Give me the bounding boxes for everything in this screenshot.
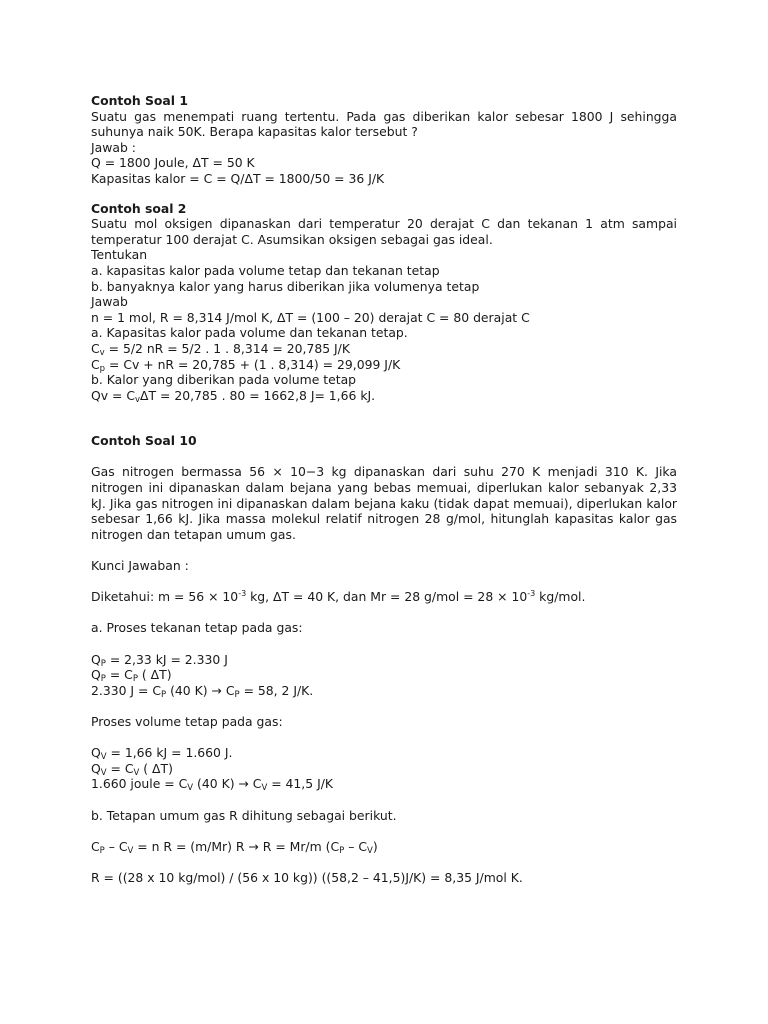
example-1-line-2: Kapasitas kalor = C = Q/ΔT = 1800/50 = 36 J/K xyxy=(91,170,385,186)
example-10-answer-key: Kunci Jawaban : xyxy=(91,558,189,574)
example-1-answer-label: Jawab : xyxy=(91,139,136,155)
example-10-qv-line-1: $Q_V = 1,66$ kJ = 1.660 J. xyxy=(91,745,233,763)
example-10-given: Diketahui: $m = 56 \times 10^{-3}$ kg, ΔT = 40 K, dan Mr = 28 $g/mol = 28 \times 10^{-3}$ kg/mol. xyxy=(91,589,586,605)
example-2-given: n = 1 mol, R = 8,314 J/mol K, ΔT = (100 – 20) derajat C = 80 derajat C xyxy=(91,309,530,325)
example-2-title: Contoh soal 2 xyxy=(91,200,187,216)
example-2-cv-equation: $C_v = 5/2$ nR = 5/2 . 1 . 8,314 = 20,785 J/K xyxy=(91,340,350,358)
example-10-qv-line-3: 1.660 joule = $C_V$ (40 $K) \to C_V = 41,5$ J/K xyxy=(91,776,334,794)
example-2-qv-equation: $Qv = C_v\Delta T = 20,785$ . 80 = 1662,8 J= 1,66 kJ. xyxy=(91,387,376,405)
example-10-qp-line-2: $Q_P = C_P$ ( ΔT) xyxy=(91,667,172,685)
example-10-relation: $C_P - C_V = n$ R = (m/Mr) R → R = Mr/m $(C_P - C_V)$ xyxy=(91,838,378,856)
example-2-question-a: a. kapasitas kalor pada volume tetap dan tekanan tetap xyxy=(91,262,440,278)
example-10-b-label: b. Tetapan umum gas R dihitung sebagai berikut. xyxy=(91,807,397,823)
example-2-b-label: b. Kalor yang diberikan pada volume tetap xyxy=(91,372,357,388)
example-10-title: Contoh Soal 10 xyxy=(91,433,197,449)
example-2-tentukan: Tentukan xyxy=(91,247,148,263)
document-page xyxy=(91,93,677,886)
example-10-qv-line-2: $Q_V = C_V$ ( ΔT) xyxy=(91,760,173,778)
example-10-qp-line-1: $Q_P = 2,33$ kJ = 2.330 J xyxy=(91,651,228,669)
example-1-line-1: Q = 1800 Joule, ΔT = 50 K xyxy=(91,155,255,171)
example-2-a-label: a. Kapasitas kalor pada volume dan tekanan tetap. xyxy=(91,325,408,341)
example-2-answer-label: Jawab xyxy=(91,294,128,310)
example-10-a-label: a. Proses tekanan tetap pada gas: xyxy=(91,620,303,636)
example-2-cp-equation: $C_p = Cv$ + nR = 20,785 + (1 . 8,314) = 29,099 J/K xyxy=(91,356,401,374)
example-10-qp-line-3: 2.330 $J = C_P$ (40 $K) \to C_P = 58$, 2 J/K. xyxy=(91,682,314,700)
example-2-problem: Suatu mol oksigen dipanaskan dari temperatur 20 derajat C dan tekanan 1 atm sampai temperatur 100 derajat C. Asumsikan oksigen sebagai gas ideal. xyxy=(91,216,677,247)
example-10-r-result: R = ((28 x 10 kg/mol) / (56 x 10 kg)) ((58,2 – 41,5)J/K) = 8,35 J/mol K. xyxy=(91,869,523,885)
example-10-problem: Gas nitrogen bermassa 56 × 10−3 kg dipanaskan dari suhu 270 K menjadi 310 K. Jika nitrogen ini dipanaskan dalam bejana yang bebas memuai, diperlukan kalor sebanyak 2,33 kJ. Jika gas nitrogen ini dipanaskan dalam bejana kaku (tidak dapat memuai), diperlukan kalor sebesar 1,66 kJ. Jika massa molekul relatif nitrogen 28 g/mol, hitunglah kapasitas kalor gas nitrogen dan tetapan umum gas. xyxy=(91,464,677,542)
example-2-question-b: b. banyaknya kalor yang harus diberikan jika volumenya tetap xyxy=(91,278,480,294)
example-1-title: Contoh Soal 1 xyxy=(91,93,188,108)
example-1-problem: Suatu gas menempati ruang tertentu. Pada gas diberikan kalor sebesar 1800 J sehingga suhunya naik 50K. Berapa kapasitas kalor tersebut ? xyxy=(91,108,677,140)
example-10-volume-label: Proses volume tetap pada gas: xyxy=(91,713,283,729)
